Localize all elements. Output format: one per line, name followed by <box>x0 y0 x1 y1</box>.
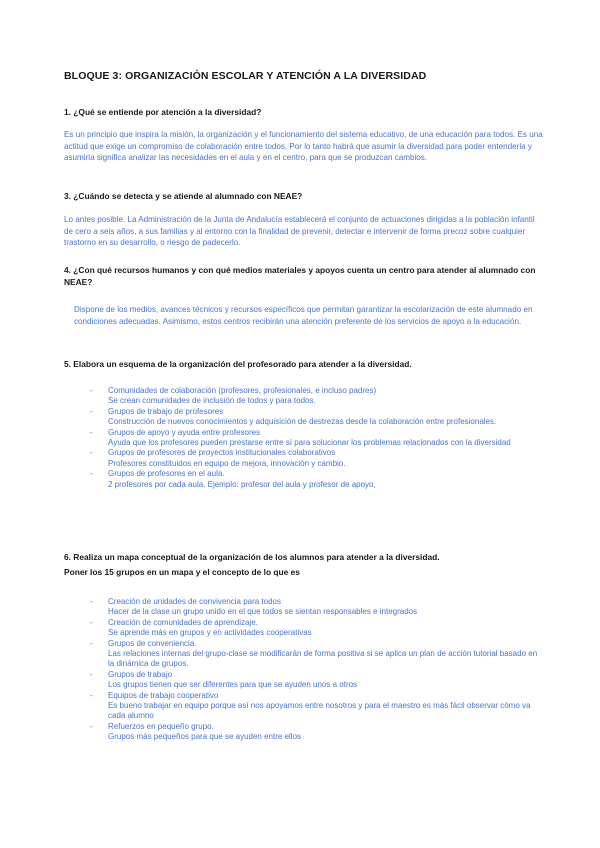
item-title: Comunidades de colaboración (profesores, profesionales, e incluso padres) <box>108 386 377 395</box>
question-3: 3. ¿Cuándo se detecta y se atiende al alumnado con NEAE? <box>64 191 303 201</box>
item-desc: Construcción de nuevos conocimientos y adquisición de destrezas desde la colaboración entre profesionales. <box>108 417 497 427</box>
item-desc: Se aprende más en grupos y en actividades cooperativas <box>108 628 312 638</box>
alumnos-list <box>90 597 540 743</box>
document-title: BLOQUE 3: ORGANIZACIÓN ESCOLAR Y ATENCIÓN A LA DIVERSIDAD <box>64 70 427 82</box>
bullet-dash: - <box>90 469 93 479</box>
profesorado-list <box>90 386 540 490</box>
bullet-dash: - <box>90 597 93 606</box>
bullet-dash: - <box>90 721 93 731</box>
bullet-dash: - <box>90 690 93 700</box>
item-title: Grupos de profesores de proyectos institucionales colaborativos <box>108 448 336 458</box>
item-title: Creación de comunidades de aprendizaje. <box>108 617 258 627</box>
item-desc: Se crean comunidades de inclusión de todos y para todos. <box>108 396 316 406</box>
list-item <box>90 407 540 428</box>
answer-1: Es un principio que inspira la misión, la organización y el funcionamiento del sistema educativo, de una educación para todos. Es una actitud que exige un compromiso de colaboración entre todos. Por lo tanto habrá que asumir la diversidad para poder entenderla y asumirla significa analizar las necesidades en el aula y en el centro, para que se produzcan cambios. <box>64 130 543 162</box>
question-1: 1. ¿Qué se entiende por atención a la diversidad? <box>64 107 262 117</box>
question-5: 5. Elabora un esquema de la organización del profesorado para atender a la diversidad. <box>64 359 412 369</box>
item-desc: Las relaciones internas del grupo-clase se modificarán de forma positiva si se aplica un plan de acción tutorial basado en la dinámica de grupos. <box>108 649 538 669</box>
item-desc: Es bueno trabajar en equipo porque así nos apoyamos entre nosotros y para el maestro es más fácil observar cómo va cada alumno <box>108 701 531 721</box>
list-item <box>90 448 540 469</box>
list-item <box>90 722 540 743</box>
question-6-subtitle: Poner los 15 grupos en un mapa y el concepto de lo que es <box>64 567 300 577</box>
item-title: Grupos de apoyo y ayuda entre profesores <box>108 427 261 437</box>
question-6: 6. Realiza un mapa conceptual de la organización de los alumnos para atender a la diversidad. <box>64 552 440 562</box>
list-item <box>90 639 540 670</box>
list-item <box>90 428 540 449</box>
item-desc: Ayuda que los profesores pueden prestarse entre sí para solucionar los problemas relacionados con la diversidad <box>108 438 511 448</box>
list-item <box>90 469 540 490</box>
list-item <box>90 670 540 691</box>
bullet-dash: - <box>90 617 93 627</box>
item-desc: 2 profesores por cada aula. Ejemplo: profesor del aula y profesor de apoyo, <box>108 479 376 489</box>
answer-4: Dispone de los medios, avances técnicos y recursos específicos que permitan garantizar la escolarización de este alumnado en condiciones adecuadas. Asimismo, estos centros recibirán una atención preferente de los servicios de apoyo a la educación. <box>74 305 533 326</box>
item-title: Grupos de trabajo de profesores <box>108 406 224 416</box>
bullet-dash: - <box>90 406 93 416</box>
item-desc: Grupos más pequeños para que se ayuden entre ellos <box>108 732 302 742</box>
item-title: Refuerzos en pequeño grupo. <box>108 721 214 731</box>
list-item <box>90 691 540 722</box>
item-title: Equipos de trabajo cooperativo <box>108 690 219 700</box>
bullet-dash: - <box>90 427 93 437</box>
list-item <box>90 597 540 618</box>
bullet-dash: - <box>90 638 93 648</box>
item-desc: Hacer de la clase un grupo unido en el que todos se sientan responsables e integrados <box>108 607 418 617</box>
answer-3: Lo antes posible. La Administración de la Junta de Andalucía establecerá el conjunto de actuaciones dirigidas a la población infantil de cero a seis años, a sus familias y al entorno con la finalidad de prevenir, detectar e intervenir de forma precoz sobre cualquier trastorno en su desarrollo, o riesgo de padecerlo. <box>64 215 535 247</box>
item-title: Grupos de profesores en el aula. <box>108 469 225 479</box>
question-4: 4. ¿Con qué recursos humanos y con qué medios materiales y apoyos cuenta un centro para atender al alumnado con NEAE? <box>64 265 536 287</box>
item-desc: Los grupos tienen que ser diferentes para que se ayuden unos a otros <box>108 680 358 690</box>
item-title: Grupos de conveniencia. <box>108 638 197 648</box>
item-desc: Profesores constituidos en equipo de mejora, innovación y cambio. <box>108 458 346 468</box>
item-title: Creación de unidades de convivencia para todos <box>108 597 282 606</box>
bullet-dash: - <box>90 448 93 458</box>
item-title: Grupos de trabajo <box>108 669 173 679</box>
list-item <box>90 618 540 639</box>
bullet-dash: - <box>90 669 93 679</box>
bullet-dash: - <box>90 386 93 395</box>
list-item <box>90 386 540 407</box>
